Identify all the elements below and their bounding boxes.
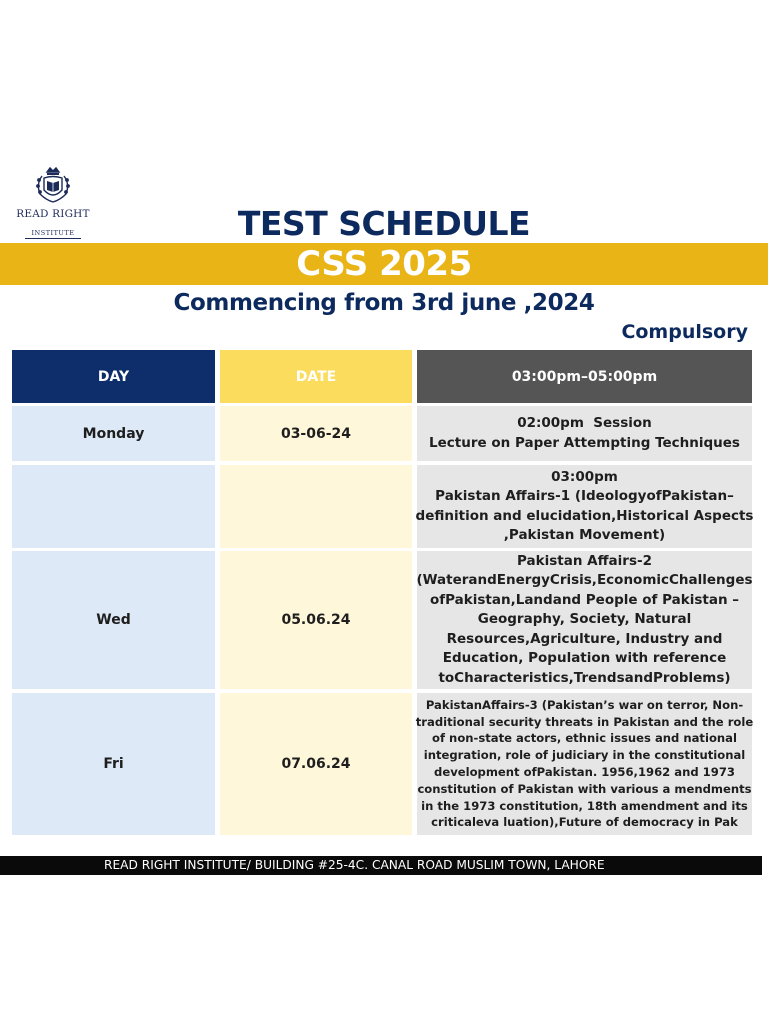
header-date (220, 350, 412, 403)
description-line: traditional security threats in Pakistan and the role (415, 714, 754, 729)
date-text: 03-06-24 (280, 425, 352, 442)
table-row-day (12, 551, 215, 689)
header-time-label: 03:00pm–05:00pm (511, 368, 658, 385)
page-subtitle: Commencing from 3rd june ,2024 (173, 290, 595, 316)
description-line: Lecture on Paper Attempting Techniques (429, 434, 740, 451)
description-line: Geography, Society, Natural (477, 611, 692, 628)
description-line: Pakistan Affairs-2 (517, 553, 652, 570)
logo-sub: INSTITUTE (25, 229, 80, 239)
description-line: constitution of Pakistan with various a mendments (417, 781, 752, 796)
table-row-description (417, 693, 752, 835)
table-row-description (417, 551, 752, 689)
page-title: TEST SCHEDULE (237, 204, 531, 243)
day-text: Wed (96, 612, 131, 628)
description-line: development ofPakistan. 1956,1962 and 1973 (434, 765, 735, 779)
header-date-label: DATE (295, 368, 337, 385)
table-row-date (220, 406, 412, 461)
table-row-day (12, 465, 215, 548)
description-line: Education, Population with reference (442, 650, 727, 667)
table-row-day (12, 693, 215, 835)
footer-address: READ RIGHT INSTITUTE/ BUILDING #25-4C. CANAL ROAD MUSLIM TOWN, LAHORE (0, 856, 762, 875)
description-line: Pakistan Affairs-1 (IdeologyofPakistan– (435, 488, 734, 505)
description-line: Resources,Agriculture, Industry and (446, 630, 723, 647)
header-time (417, 350, 752, 403)
description-line: toCharacteristics,TrendsandProblems) (438, 669, 731, 686)
description-line: (WaterandEnergyCrisis,EconomicChallenges (416, 572, 753, 589)
category-label: Compulsory (621, 321, 748, 343)
description-line: PakistanAffairs-3 (Pakistan’s war on terror, Non- (425, 697, 744, 712)
description-line: integration, role of judiciary in the constitutional (423, 748, 746, 763)
description-line: ,Pakistan Movement) (503, 526, 666, 543)
header-day (12, 350, 215, 403)
description-line: of non-state actors, ethnic issues and national (432, 731, 737, 746)
table-row-date (220, 551, 412, 689)
header-day-label: DAY (97, 368, 130, 385)
day-text: Monday (82, 425, 145, 442)
crest-icon (32, 166, 74, 206)
date-text: 05.06.24 (281, 612, 351, 628)
description-line: criticaleva luation),Future of democracy in Pak (431, 815, 738, 830)
table-row-description (417, 406, 752, 461)
description-line: 02:00pm Session (517, 415, 652, 432)
table-row-description (417, 465, 752, 548)
title-band: CSS 2025 (0, 243, 768, 285)
table-row-date (220, 465, 412, 548)
date-text: 07.06.24 (281, 756, 351, 772)
description-line: ofPakistan,Landand People of Pakistan – (429, 591, 740, 608)
description-line: definition and elucidation,Historical Aspects (415, 507, 754, 524)
table-row-date (220, 693, 412, 835)
table-row-day (12, 406, 215, 461)
description-line: 03:00pm (551, 468, 618, 485)
description-line: in the 1973 constitution, 18th amendment and its (421, 798, 748, 813)
day-text: Fri (103, 756, 124, 772)
logo-name: READ RIGHT (16, 208, 90, 220)
